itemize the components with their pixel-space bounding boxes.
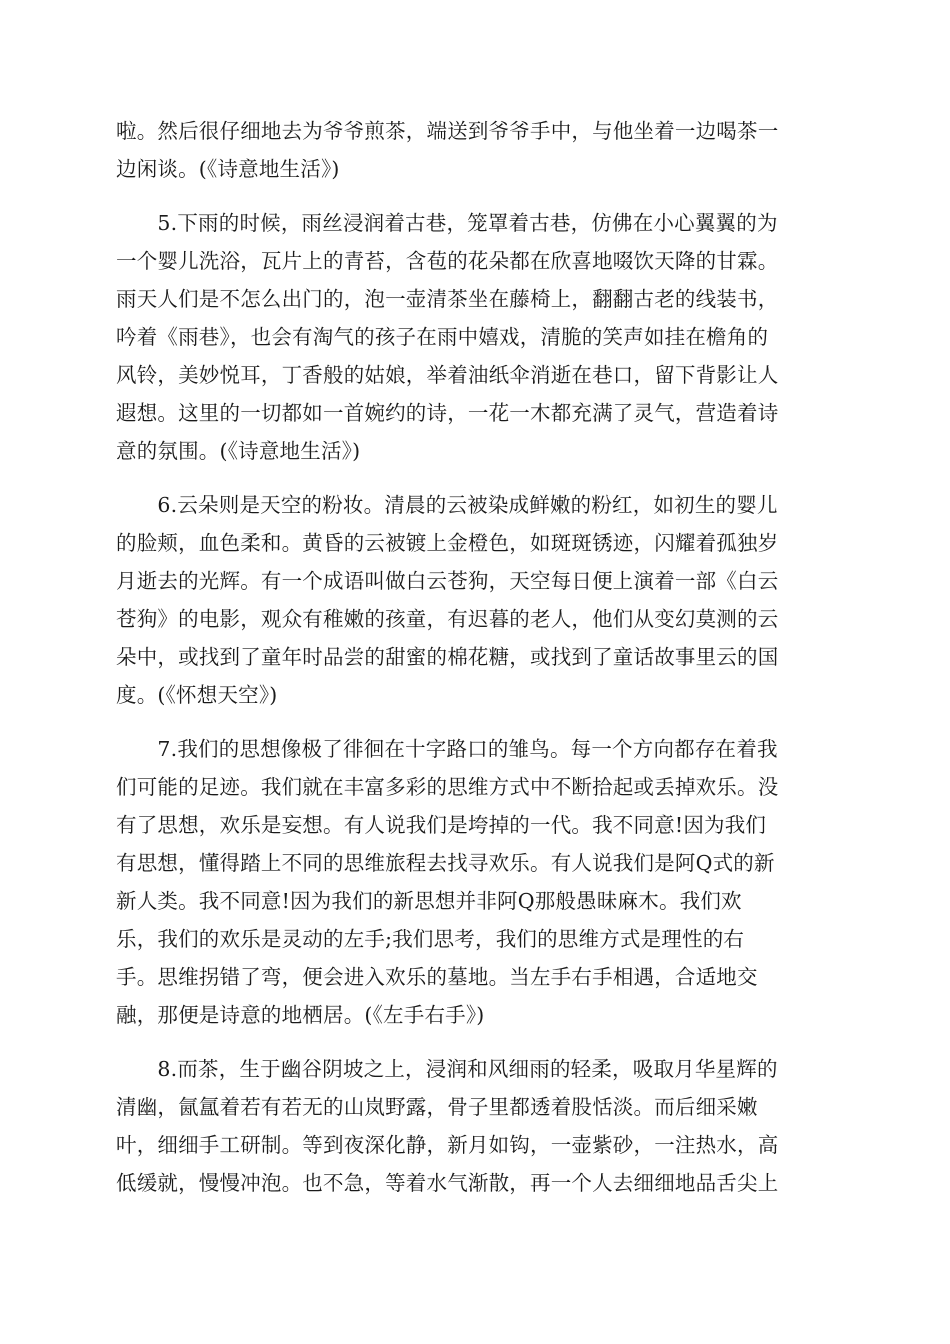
- text-line: 们可能的足迹。我们就在丰富多彩的思维方式中不断拾起或丢掉欢乐。没: [116, 775, 779, 799]
- text-line: 有了思想，欢乐是妄想。有人说我们是垮掉的一代。我不同意!因为我们: [116, 813, 767, 837]
- text-line: 遐想。这里的一切都如一首婉约的诗，一花一木都充满了灵气，营造着诗: [116, 401, 779, 425]
- text-line: 乐，我们的欢乐是灵动的左手;我们思考，我们的思维方式是理性的右: [116, 927, 745, 951]
- text-line: 一个婴儿洗浴，瓦片上的青苔，含苞的花朵都在欣喜地啜饮天降的甘霖。: [116, 249, 779, 273]
- text-line: 低缓就，慢慢冲泡。也不急，等着水气渐散，再一个人去细细地品舌尖上: [116, 1171, 779, 1195]
- text-line: 意的氛围。(《诗意地生活》): [116, 439, 361, 463]
- text-line: 的脸颊，血色柔和。黄昏的云被镀上金橙色，如斑斑锈迹，闪耀着孤独岁: [116, 531, 779, 555]
- text-line: 月逝去的光辉。有一个成语叫做白云苍狗，天空每日便上演着一部《白云: [116, 569, 779, 593]
- text-line: 啦。然后很仔细地去为爷爷煎茶，端送到爷爷手中，与他坐着一边喝茶一: [116, 119, 779, 143]
- text-line: 新人类。我不同意!因为我们的新思想并非阿Q那般愚昧麻木。我们欢: [116, 889, 742, 913]
- text-line: 手。思维拐错了弯，便会进入欢乐的墓地。当左手右手相遇，合适地交: [116, 965, 758, 989]
- text-line: 度。(《怀想天空》): [116, 683, 278, 707]
- text-line: 朵中，或找到了童年时品尝的甜蜜的棉花糖，或找到了童话故事里云的国: [116, 645, 779, 669]
- text-line: 7.我们的思想像极了徘徊在十字路口的雏鸟。每一个方向都存在着我: [116, 737, 778, 761]
- text-line: 雨天人们是不怎么出门的，泡一壶清茶坐在藤椅上，翻翻古老的线装书，: [116, 287, 779, 311]
- text-line: 有思想，懂得踏上不同的思维旅程去找寻欢乐。有人说我们是阿Q式的新: [116, 851, 775, 875]
- text-line: 苍狗》的电影，观众有稚嫩的孩童，有迟暮的老人，他们从变幻莫测的云: [116, 607, 779, 631]
- text-line: 清幽，氤氲着若有若无的山岚野露，骨子里都透着股恬淡。而后细采嫩: [116, 1095, 758, 1119]
- text-line: 5.下雨的时候，雨丝浸润着古巷，笼罩着古巷，仿佛在小心翼翼的为: [116, 211, 778, 235]
- text-line: 叶，细细手工研制。等到夜深化静，新月如钩，一壶紫砂，一注热水，高: [116, 1133, 779, 1157]
- text-line: 边闲谈。(《诗意地生活》): [116, 157, 340, 181]
- text-line: 8.而茶，生于幽谷阴坡之上，浸润和风细雨的轻柔，吸取月华星辉的: [116, 1057, 778, 1081]
- text-line: 融，那便是诗意的地栖居。(《左手右手》): [116, 1003, 485, 1027]
- text-line: 6.云朵则是天空的粉妆。清晨的云被染成鲜嫩的粉红，如初生的婴儿: [116, 493, 778, 517]
- text-line: 吟着《雨巷》，也会有淘气的孩子在雨中嬉戏，清脆的笑声如挂在檐角的: [116, 325, 769, 349]
- text-line: 风铃，美妙悦耳，丁香般的姑娘，举着油纸伞消逝在巷口，留下背影让人: [116, 363, 779, 387]
